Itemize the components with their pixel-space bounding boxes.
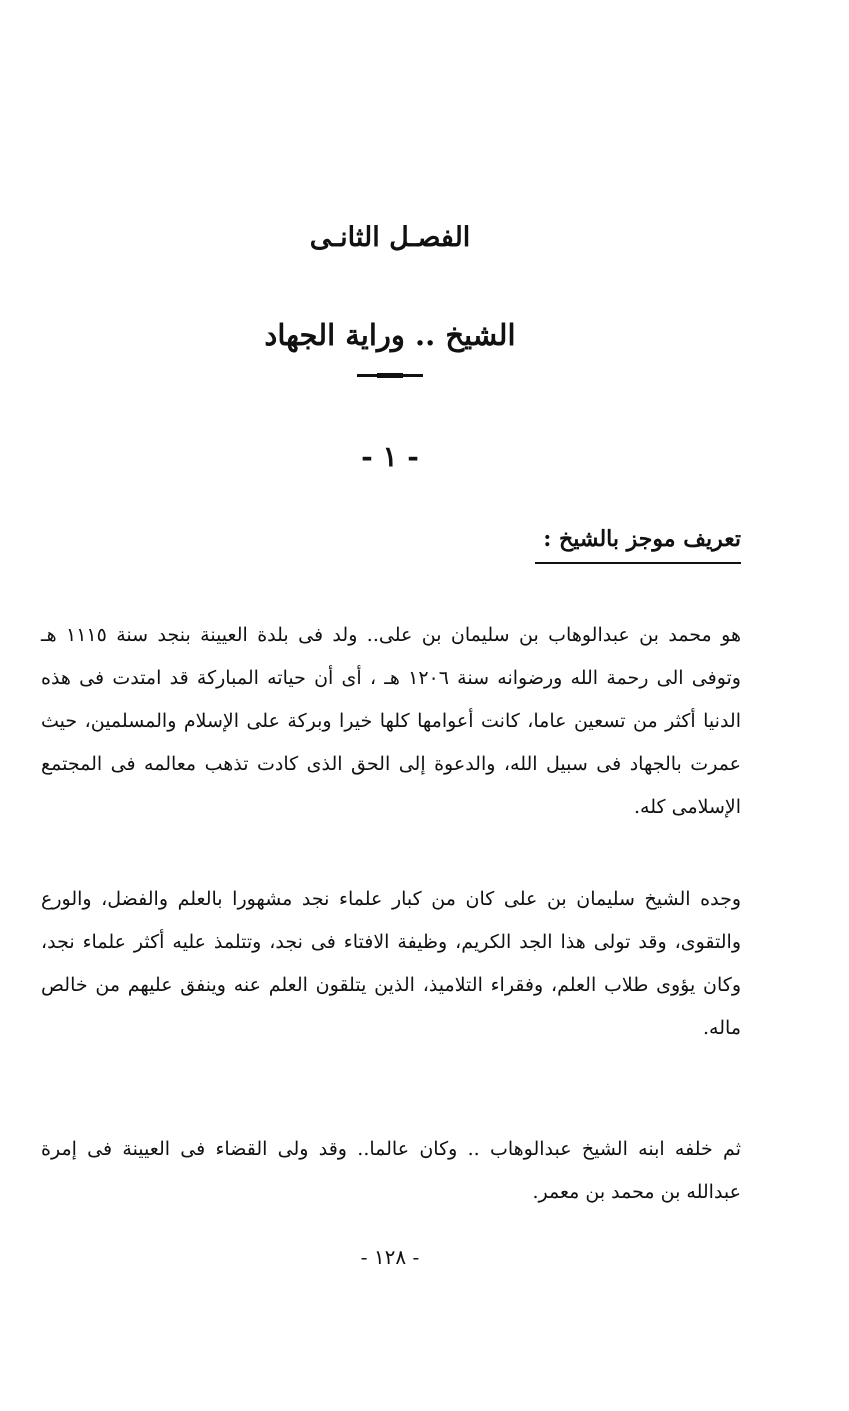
section-title: الشيخ .. وراية الجهاد [264,318,516,352]
paragraph-grandfather: وجده الشيخ سليمان بن على كان من كبار علماء نجد مشهورا بالعلم والفضل، والورع والتقوى، وقد تولى هذا الجد الكريم، وظيفة الافتاء فى نجد، وتتلمذ عليه أكثر علماء نجد، وكان يؤوى طلاب العلم، وفقراء التلاميذ، الذين يتلقون العلم عنه وينفق عليهم من خالص ماله. [41,888,741,1039]
paragraph-father: ثم خلفه ابنه الشيخ عبدالوهاب .. وكان عالما.. وقد ولى القضاء فى العيينة فى إمرة عبدالله بن محمد بن معمر. [41,1138,741,1203]
section-number: - ١ - [361,440,419,473]
subheading: تعريف موجز بالشيخ : [535,526,741,564]
title-divider [357,374,423,377]
paragraph-intro: هو محمد بن عبدالوهاب بن سليمان بن على.. ولد فى بلدة العيينة بنجد سنة ١١١٥ هـ وتوفى الى رحمة الله ورضوانه سنة ١٢٠٦ هـ ، أى أن حياته المباركة قد امتدت فى هذه الدنيا أكثر من تسعين عاما، كانت أعوامها كلها خيرا وبركة على الإسلام والمسلمين، حيث عمرت بالجهاد فى سبيل الله، والدعوة إلى الحق الذى كادت تذهب معالمه فى المجتمع الإسلامى كله. [41,624,741,818]
chapter-title: الفصـل الثانـى [309,222,471,253]
page-number: - ١٢٨ - [360,1245,420,1269]
